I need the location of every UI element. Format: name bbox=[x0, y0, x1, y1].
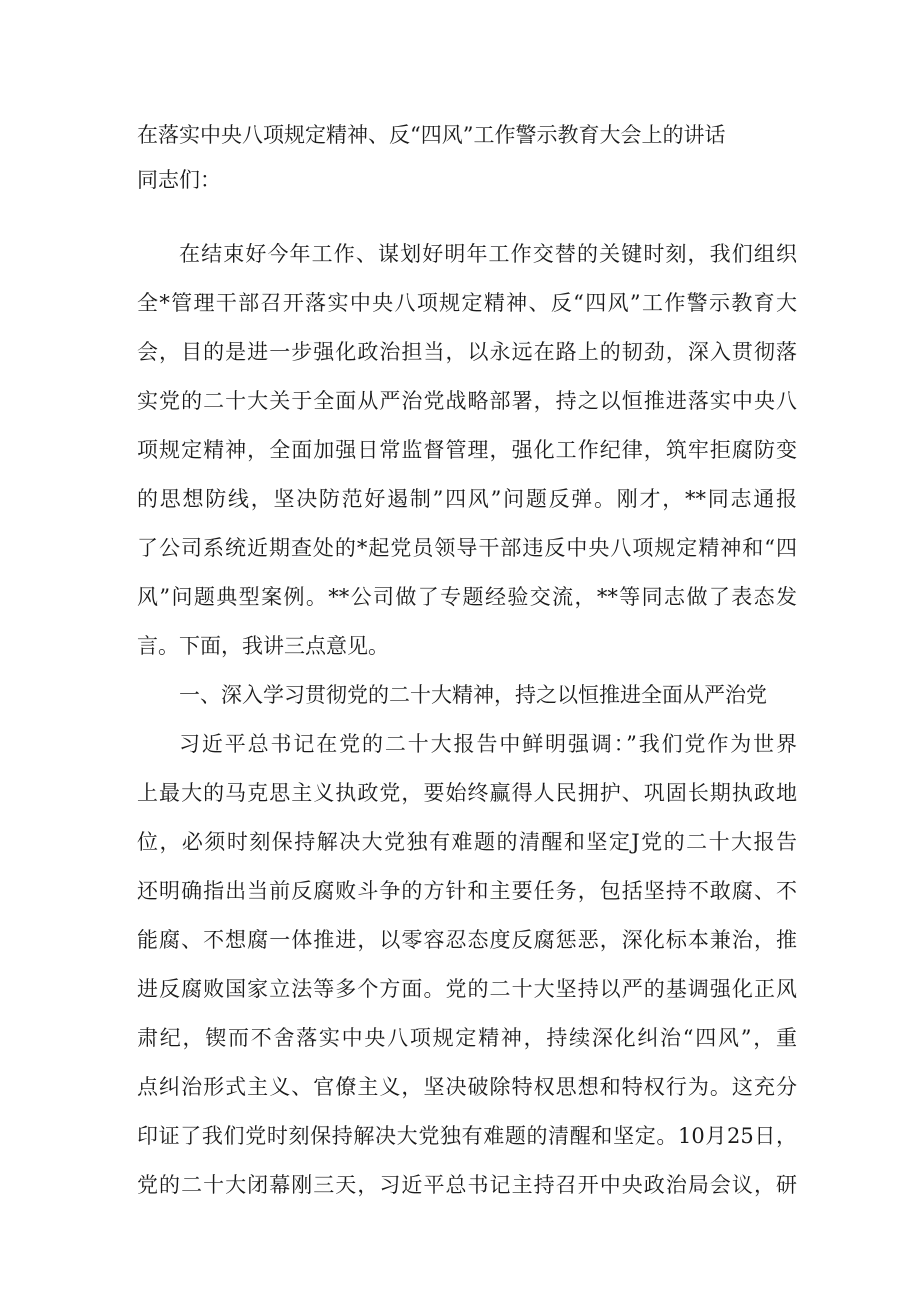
paragraph-line: 能腐、不想腐一体推进，以零容忍态度反腐惩恶，深化标本兼治，推 bbox=[137, 928, 797, 952]
salutation: 同志们： bbox=[137, 168, 221, 192]
paragraph-line: 党的二十大闭幕刚三天，习近平总书记主持召开中央政治局会议，研 bbox=[137, 1173, 797, 1197]
paragraph-line: 点纠治形式主义、官僚主义，坚决破除特权思想和特权行为。这充分 bbox=[137, 1075, 797, 1099]
paragraph-line: 全*管理干部召开落实中央八项规定精神、反“四风”工作警示教育大 bbox=[137, 291, 797, 315]
paragraph-line: 还明确指出当前反腐败斗争的方针和主要任务，包括坚持不敢腐、不 bbox=[137, 879, 797, 903]
paragraph-line: 风”问题典型案例。**公司做了专题经验交流，**等同志做了表态发 bbox=[137, 585, 797, 609]
paragraph-line: 位，必须时刻保持解决大党独有难题的清醒和坚定J党的二十大报告 bbox=[137, 830, 797, 854]
paragraph-line: 印证了我们党时刻保持解决大党独有难题的清醒和坚定。10月25日， bbox=[137, 1124, 797, 1148]
document-title: 在落实中央八项规定精神、反“四风”工作警示教育大会上的讲话 bbox=[137, 123, 726, 147]
section-heading: 一、深入学习贯彻党的二十大精神，持之以恒推进全面从严治党 bbox=[179, 683, 767, 707]
paragraph-line: 的思想防线，坚决防范好遏制”四风”问题反弹。刚才，**同志通报 bbox=[137, 487, 797, 511]
paragraph-line: 上最大的马克思主义执政党，要始终赢得人民拥护、巩固长期执政地 bbox=[137, 781, 797, 805]
paragraph-line: 言。下面，我讲三点意见。 bbox=[137, 634, 389, 658]
paragraph-line: 项规定精神，全面加强日常监督管理，强化工作纪律，筑牢拒腐防变 bbox=[137, 438, 797, 462]
paragraph-line: 了公司系统近期查处的*起党员领导干部违反中央八项规定精神和“四 bbox=[137, 536, 797, 560]
paragraph-line: 进反腐败国家立法等多个方面。党的二十大坚持以严的基调强化正风 bbox=[137, 977, 797, 1001]
body-text bbox=[137, 230, 797, 1210]
paragraph-line: 会，目的是进一步强化政治担当，以永远在路上的韧劲，深入贯彻落 bbox=[137, 340, 797, 364]
paragraph-line: 实党的二十大关于全面从严治党战略部署，持之以恒推进落实中央八 bbox=[137, 389, 797, 413]
paragraph-line: 习近平总书记在党的二十大报告中鲜明强调：”我们党作为世界 bbox=[179, 732, 797, 756]
paragraph-line: 肃纪，锲而不舍落实中央八项规定精神，持续深化纠治“四风”，重 bbox=[137, 1026, 797, 1050]
paragraph-line: 在结束好今年工作、谋划好明年工作交替的关键时刻，我们组织 bbox=[179, 242, 797, 266]
